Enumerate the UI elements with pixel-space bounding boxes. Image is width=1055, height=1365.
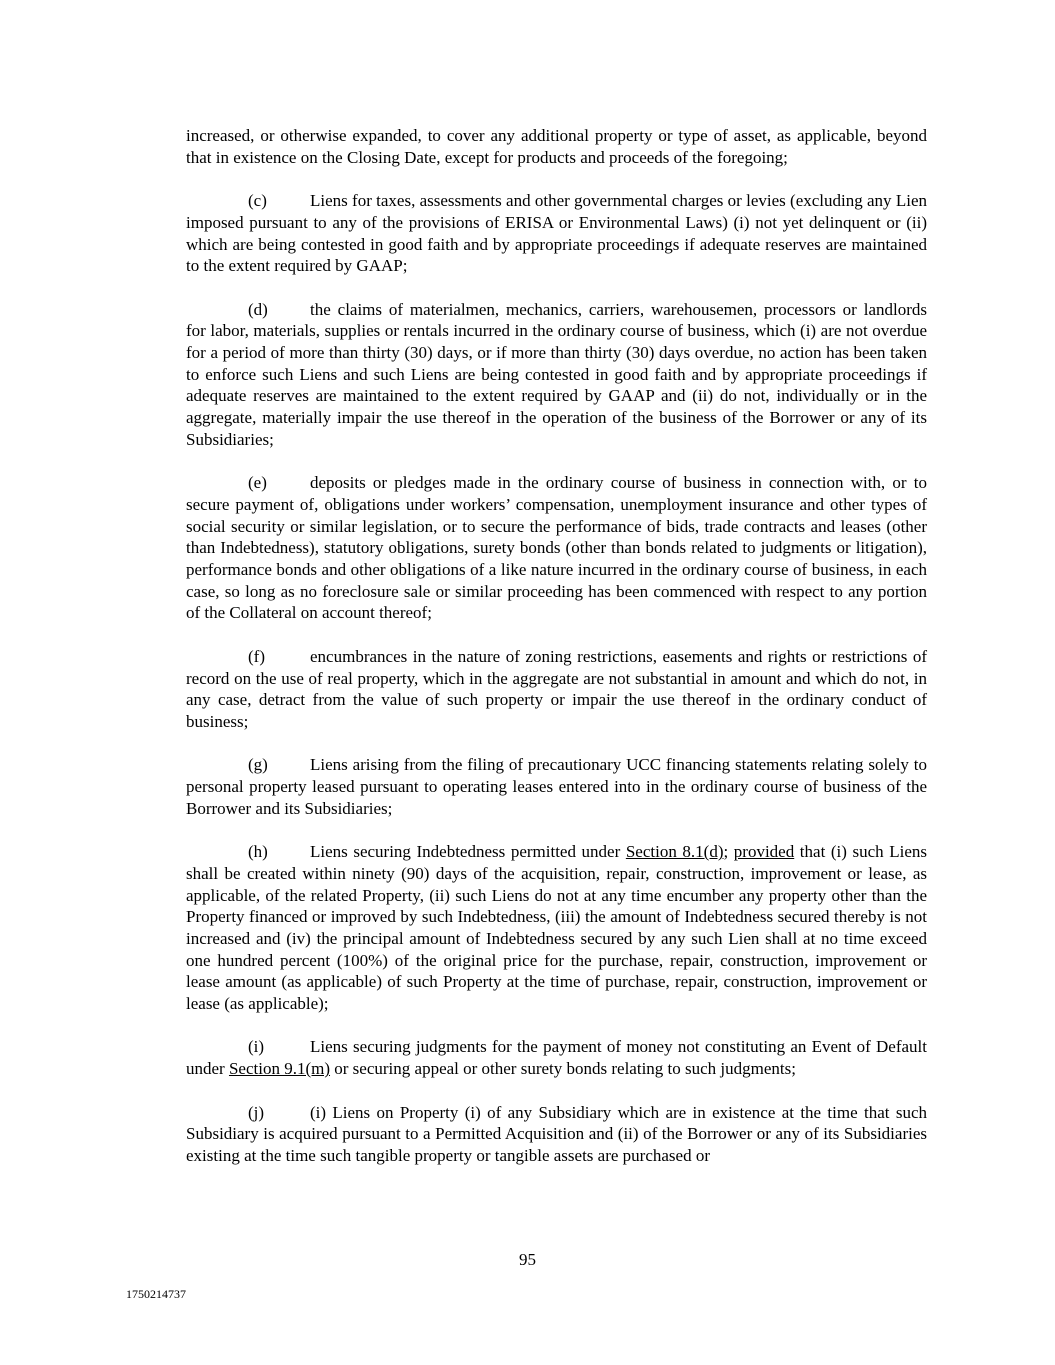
clause-f-label: (f) [248, 646, 265, 666]
clause-f-text: encumbrances in the nature of zoning restrictions, easements and rights or restrictions of record on the use of real property, which in the aggregate are not substantial in amount and which do not, in any case, detract from the value of such property or impair the use thereof in the ordinary conduct of business; [186, 646, 927, 731]
clause-e [186, 472, 927, 624]
body-text [186, 125, 927, 1188]
clause-d-text: the claims of materialmen, mechanics, carriers, warehousemen, processors or landlords for labor, materials, supplies or rentals incurred in the ordinary course of business, which (i) are not overdue for a period of more than thirty (30) days, or if more than thirty (30) days overdue, no action has been taken to enforce such Liens and such Liens are being contested in good faith and by appropriate proceedings if adequate reserves are maintained to the extent required by GAAP and (ii) do not, individually or in the aggregate, materially impair the use thereof in the operation of the business of the Borrower or any of its Subsidiaries; [186, 299, 927, 449]
clause-h-text-b: ; [723, 842, 734, 862]
clause-f [186, 646, 927, 733]
clause-j-text: (i) Liens on Property (i) of any Subsidiary which are in existence at the time that such Subsidiary is acquired pursuant to a Permitted Acquisition and (ii) of the Borrower or any of its Subsidiaries existing at the time such tangible property or tangible assets are purchased or [186, 1102, 927, 1165]
clause-e-text: deposits or pledges made in the ordinary course of business in connection with, or to secure payment of, obligations under workers’ compensation, unemployment insurance and other types of social security or similar legislation, or to secure the performance of bids, trade contracts and leases (other than Indebtedness), statutory obligations, surety bonds (other than bonds related to judgments or litigation), performance bonds and other obligations of a like nature incurred in the ordinary course of business, in each case, so long as no foreclosure sale or similar proceeding has been commenced with respect to any portion of the Collateral on account thereof; [186, 473, 927, 623]
clause-c-text: Liens for taxes, assessments and other governmental charges or levies (excluding any Lien imposed pursuant to any of the provisions of ERISA or Environmental Laws) (i) not yet delinquent or (ii) which are being contested in good faith and by appropriate proceedings if adequate reserves are maintained to the extent required by GAAP; [186, 191, 927, 276]
clause-i-text-b: or securing appeal or other surety bonds relating to such judgments; [330, 1059, 796, 1079]
clause-c [186, 190, 927, 277]
clause-h [186, 841, 927, 1015]
page-number: 95 [519, 1250, 536, 1269]
document-id: 1750214737 [126, 1287, 186, 1301]
clause-i [186, 1036, 927, 1079]
clause-d [186, 299, 927, 451]
clause-g-text: Liens arising from the filing of precautionary UCC financing statements relating solely to personal property leased pursuant to operating leases entered into in the ordinary course of business of the Borrower and its Subsidiaries; [186, 755, 927, 818]
clause-h-text-c: that (i) such Liens shall be created within ninety (90) days of the acquisition, repair, construction, improvement or lease, as applicable, of the related Property, (ii) such Liens do not at any time encumber any property other than the Property financed or improved by such Indebtedness, (iii) the amount of Indebtedness secured thereby is not increased and (iv) the principal amount of Indebtedness secured by any such Lien shall at no time exceed one hundred percent (100%) of the original price for the purchase, repair, construction, improvement or lease amount (as applicable) of such Property at the time of purchase, repair, construction, improvement or lease (as applicable); [186, 842, 927, 1014]
clause-i-label: (i) [248, 1037, 265, 1057]
clause-e-label: (e) [248, 473, 267, 493]
clause-j-label: (j) [248, 1102, 265, 1122]
clause-h-label: (h) [248, 842, 268, 862]
section-9-1-m-reference: Section 9.1(m) [228, 1059, 331, 1079]
section-8-1-d-reference: Section 8.1(d) [625, 842, 724, 862]
provided-term: provided [733, 842, 795, 862]
clause-i-text-a: Liens securing judgments for the payment of money not constituting an Event of Default under [186, 1037, 927, 1079]
intro-paragraph: increased, or otherwise expanded, to cover any additional property or type of asset, as applicable, beyond that in existence on the Closing Date, except for products and proceeds of the foregoing; [186, 126, 927, 167]
clause-c-label: (c) [248, 191, 267, 211]
clause-h-text-a: Liens securing Indebtedness permitted under [310, 842, 626, 862]
clause-d-label: (d) [248, 299, 268, 319]
clause-j [186, 1102, 927, 1167]
clause-g [186, 754, 927, 819]
clause-g-label: (g) [248, 755, 268, 775]
